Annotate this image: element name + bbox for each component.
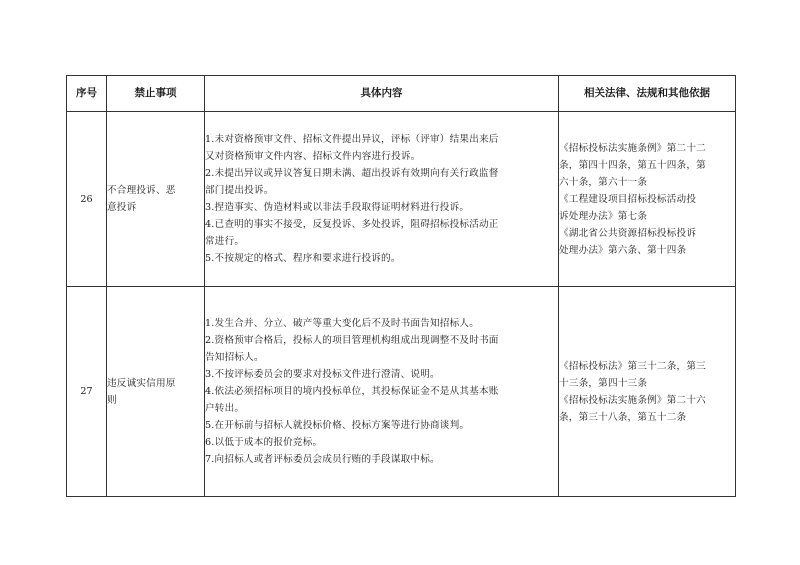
row-27-content-line: 7.向招标人或者评标委员会成员行贿的手段谋取中标。 xyxy=(205,454,440,465)
row-26-basis-line: 六十条，第六十一条 xyxy=(559,176,648,188)
row-26-content-line: 部门提出投诉。 xyxy=(205,185,274,196)
row-26-content-line: 4.已查明的事实不接受，反复投诉、多处投诉，阻碍招标投标活动正 xyxy=(205,219,499,230)
row-27-item xyxy=(107,287,205,497)
row-26-content-line: 1.未对资格预审文件、招标文件提出异议，评标（评审）结果出来后 xyxy=(205,134,499,145)
table-row-26 xyxy=(67,112,736,287)
row-26-basis-line: 《湖北省公共资源招标投标投诉 xyxy=(559,227,697,239)
row-26-basis-line: 《工程建设项目招标投标活动投 xyxy=(559,193,697,205)
table-row-27 xyxy=(67,287,736,497)
table-header-row xyxy=(67,76,736,112)
row-27-content-line: 户转出。 xyxy=(205,403,245,414)
row-26-content xyxy=(205,112,559,287)
row-26-basis-line: 处理办法》第六条、第十四条 xyxy=(559,244,687,256)
row-26-basis-line: 诉处理办法》第七条 xyxy=(559,210,648,222)
row-27-content-line: 5.在开标前与招标人就投标价格、投标方案等进行协商谈判。 xyxy=(205,420,470,431)
row-26-item-line: 不合理投诉、恶 xyxy=(107,185,176,196)
row-27-item-line: 则 xyxy=(107,394,117,406)
row-27-content-line: 6.以低于成本的报价竞标。 xyxy=(205,437,323,448)
header-content: 具体内容 xyxy=(205,76,559,112)
row-27-basis xyxy=(559,287,736,497)
row-27-content-line: 告知招标人。 xyxy=(205,352,264,363)
row-27-content-line: 4.依法必须招标项目的境内投标单位，其投标保证金不是从其基本账 xyxy=(205,386,499,397)
row-26-basis xyxy=(559,112,736,287)
row-26-content-line: 常进行。 xyxy=(205,236,245,247)
row-26-content-line: 5.不按规定的格式、程序和要求进行投诉的。 xyxy=(205,253,401,264)
row-26-content-line: 2.未提出异议或异议答复日期未满、超出投诉有效期向有关行政监督 xyxy=(205,168,499,179)
prohibited-items-table xyxy=(66,75,736,497)
header-num: 序号 xyxy=(67,76,107,112)
row-27-item-line: 违反诚实信用原 xyxy=(107,377,176,389)
row-26-num: 26 xyxy=(67,112,107,287)
row-27-content-line: 2.资格预审合格后，投标人的项目管理机构组成出现调整不及时书面 xyxy=(205,335,499,346)
row-27-basis-line: 《招标投标法》第三十二条，第三 xyxy=(559,360,706,372)
header-item: 禁止事项 xyxy=(107,76,205,112)
row-26-content-line: 又对资格预审文件内容、招标文件内容进行投诉。 xyxy=(205,151,421,162)
row-27-content-line: 1.发生合并、分立、破产等重大变化后不及时书面告知招标人。 xyxy=(205,318,479,329)
row-27-basis-line: 条，第三十八条，第五十二条 xyxy=(559,411,687,423)
row-26-item xyxy=(107,112,205,287)
header-basis: 相关法律、法规和其他依据 xyxy=(559,76,736,112)
row-26-basis-line: 《招标投标法实施条例》第二十二 xyxy=(559,142,706,154)
row-26-content-line: 3.捏造事实、伪造材料或以非法手段取得证明材料进行投诉。 xyxy=(205,202,470,213)
row-27-basis-line: 十三条，第四十三条 xyxy=(559,377,648,389)
row-27-content-line: 3.不按评标委员会的要求对投标文件进行澄清、说明。 xyxy=(205,369,440,380)
row-26-basis-line: 条，第四十四条，第五十四条，第 xyxy=(559,159,706,171)
row-27-content xyxy=(205,287,559,497)
row-26-item-line: 意投诉 xyxy=(107,202,137,213)
row-27-basis-line: 《招标投标法实施条例》第二十六 xyxy=(559,394,706,406)
row-27-num: 27 xyxy=(67,287,107,497)
